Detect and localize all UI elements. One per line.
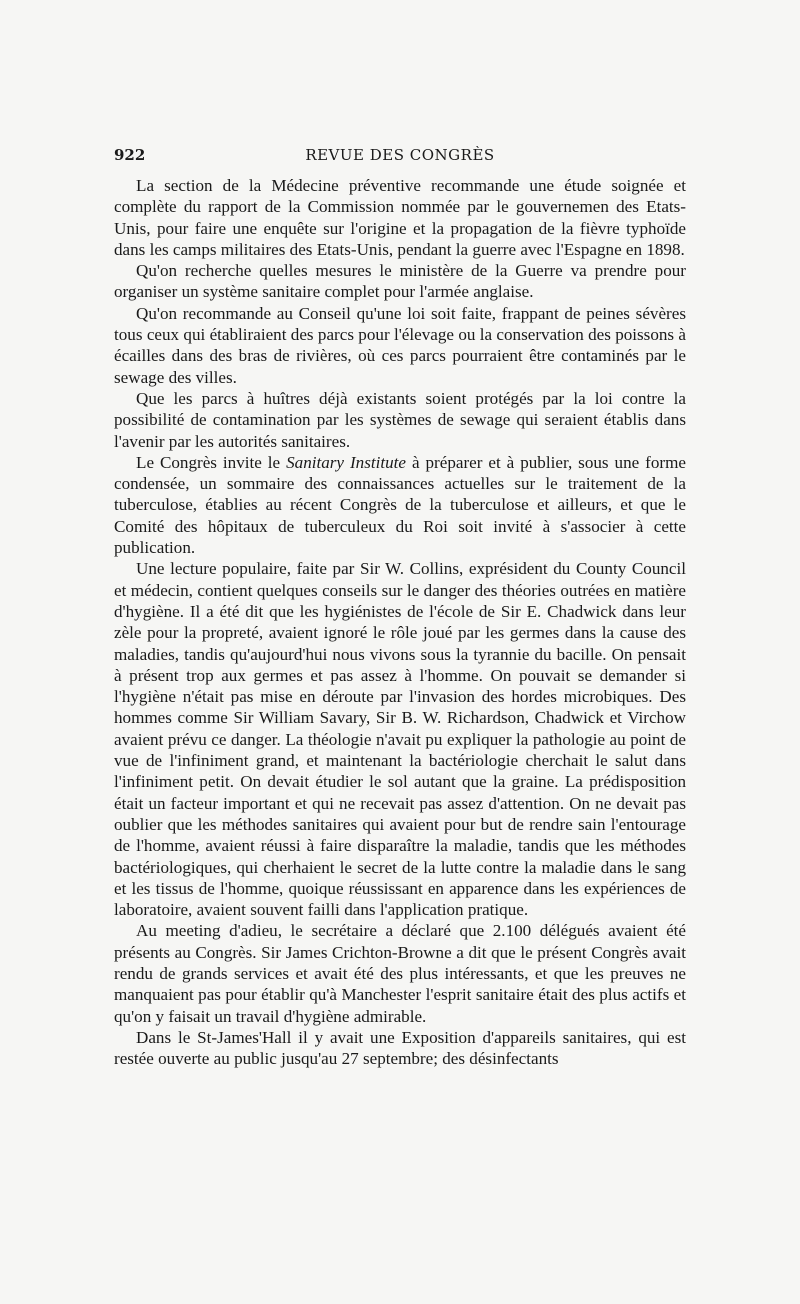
sanitary-text-after: à préparer et à publier, sous une forme condensée, un sommaire des connaissances actuelles sur le traitement de la tuberculose, établies au récent Congrès de la tuberculose et ailleurs, et que le Comité des hôpitaux de tuberculeux du Roi soit invité à s'associer à cette publication. (114, 452, 686, 558)
paragraph-medecine-preventive: La section de la Médecine préventive recommande une étude soignée et complète du rapport de la Commission nommée par le gouvernemen des Etats-Unis, pour faire une enquête sur l'origine et la propagation de la fièvre typhoïde dans les camps militaires des Etats-Unis, pendant la guerre avec l'Espagne en 1898. (114, 176, 686, 259)
paragraph-parcs-huitres: Que les parcs à huîtres déjà existants soient protégés par la loi contre la possibilité de contamination par les systèmes de sewage qui seraient établis dans l'avenir par les autorités sanitaires. (114, 388, 686, 451)
page-number: 922 (114, 146, 146, 164)
paragraph-meeting-adieu: Au meeting d'adieu, le secrétaire a déclaré que 2.100 délégués avaient été présents au Congrès. Sir James Crichton-Browne a dit que le présent Congrès avait rendu de grands services et avait été des plus intéressants, et que les preuves ne manquaient pas pour établir qu'à Manchester l'esprit sanitaire était des plus actifs et qu'on y faisait un travail d'hygiène admirable. (114, 921, 686, 1026)
paragraph-ministere-guerre: Qu'on recherche quelles mesures le ministère de la Guerre va prendre pour organiser un système sanitaire complet pour l'armée anglaise. (114, 261, 686, 302)
sanitary-text-before: Le Congrès invite le (136, 452, 287, 472)
paragraph-exposition: Dans le St-James'Hall il y avait une Exposition d'appareils sanitaires, qui est restée ouverte au public jusqu'au 27 septembre; des désinfectants (114, 1027, 686, 1069)
paragraph-lecture-populaire: Une lecture populaire, faite par Sir W. Collins, exprésident du County Council et médecin, contient quelques conseils sur le danger des théories outrées en matière d'hygiène. Il a été dit que les hygiénistes de l'école de Sir E. Chadwick dans leur zèle pour la propreté, avaient ignoré le rôle joué par les germes dans la cause des maladies, tandis qu'aujourd'hui nous vivons sous la tyrannie du bacille. On pensait à présent trop aux germes et pas assez à l'homme. On pouvait se demander si l'hygiène n'était pas mise en déroute par l'invasion des hordes microbiques. Des hommes comme Sir William Savary, Sir B. W. Richardson, Chadwick et Virchow avaient prévu ce danger. La théologie n'avait pu expliquer la pathologie au point de vue de l'infiniment grand, et maintenant la bactériologie cherchait le salut dans l'infiniment petit. On devait étudier le sol autant que la graine. La prédisposition était un facteur important et qui ne recevait pas assez d'attention. On ne devait pas oublier que les méthodes sanitaires qui avaient pour but de rendre sain l'entourage de l'homme, avaient réussi à faire disparaître la maladie, tandis que les méthodes bactériologiques, qui cherhaient le secret de la lutte contre la maladie dans le sang et les tissus de l'homme, quoique réussissant en apparence dans les expériences de laboratoire, avaient souvent failli dans l'application pratique. (114, 559, 686, 920)
body-text (114, 175, 686, 1069)
paragraph-parcs-poissons: Qu'on recommande au Conseil qu'une loi soit faite, frappant de peines sévères tous ceux qui établiraient des parcs pour l'élevage ou la conservation des poissons à écailles dans des bras de rivières, où ces parcs pourraient être contaminés par le sewage des villes. (114, 303, 686, 387)
running-title: REVUE DES CONGRÈS (305, 146, 495, 164)
paragraph-sanitary-institute (114, 452, 686, 558)
page-header (114, 146, 686, 170)
sanitary-institute-name: Sanitary Institute (286, 452, 406, 472)
